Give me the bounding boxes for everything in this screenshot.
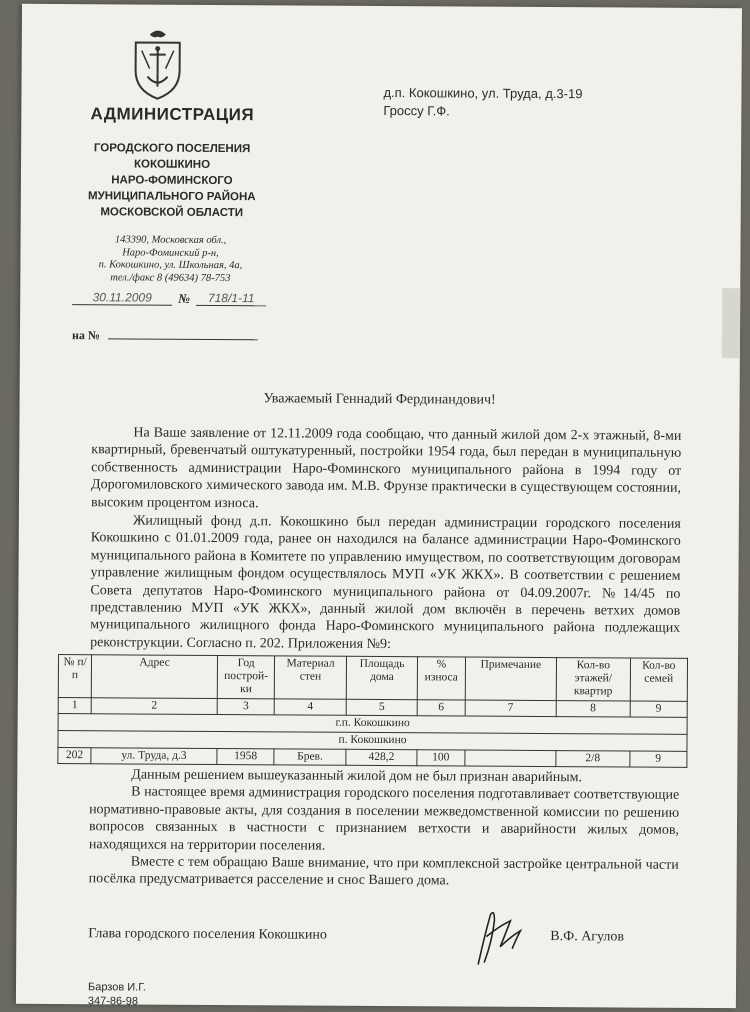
table-cell: 4 xyxy=(275,699,347,715)
paragraph-text: На Ваше заявление от 12.11.2009 года сообщаю, что данный жилой дом 2-х этажный, 8-ми квартирный, бревенчатый оштукатуренный, постройки 1954 года, был передан в муниципальную собственность администрации Наро-Фоминского муниципального района в 1994 году от Дорогомиловского химического завода им. М.В. Фрунзе практически в существующем состоянии, высоким процентом износа. xyxy=(91,424,682,515)
address-line: п. Кокошкино, ул. Школьная, 4а, xyxy=(60,259,280,273)
org-name xyxy=(61,140,283,221)
org-address xyxy=(60,234,280,285)
body-paragraph xyxy=(91,424,682,515)
table-cell: 1958 xyxy=(217,749,274,765)
executor-phone: 347-86-98 xyxy=(88,994,146,1008)
paragraph-text: Вместе с тем обращаю Ваше внимание, что при комплексной застройке центральной части посёлка предусматривается расселение и снос Вашего дома. xyxy=(89,853,679,891)
paragraph-text: Данным решением вышеуказанный жилой дом не был признан аварийным. xyxy=(89,766,679,787)
reference-number xyxy=(72,328,258,344)
address-line: тел./факс 8 (49634) 78-753 xyxy=(60,272,280,286)
table-section-cell: п. Кокошкино xyxy=(58,731,687,752)
recipient-block xyxy=(383,84,582,121)
table-cell: 6 xyxy=(417,700,464,716)
table-section-cell: г.п. Кокошкино xyxy=(58,714,687,735)
table-cell xyxy=(464,750,556,767)
housing-register-table xyxy=(57,654,688,768)
table-cell: 9 xyxy=(629,751,687,767)
address-line: 143390, Московская обл., xyxy=(61,234,281,248)
table-cell: 3 xyxy=(217,699,274,715)
table-header-cell: Кол-во семей xyxy=(630,658,688,701)
page-corner xyxy=(722,288,740,358)
table-cell: 2/8 xyxy=(556,751,630,767)
signatory-role: Глава городского поселения Кокошкино xyxy=(88,926,327,943)
table-header-cell: Год построй-ки xyxy=(217,656,275,699)
recipient-address: д.п. Кокошкино, ул. Труда, д.3-19 xyxy=(383,84,582,103)
executor-block xyxy=(88,980,146,1008)
org-title: АДМИНИСТРАЦИЯ xyxy=(77,104,267,125)
paragraph-text: В настоящее время администрация городского поселения подготавливает соответствующие нормативно-правовые акты, для создания в поселении межведомственной комиссии по решению вопросов связанных в частности с признанием ветхости и аварийности жилых домов, находящихся на территории поселения. xyxy=(89,784,679,857)
letter-page xyxy=(16,4,742,1008)
table-cell: 428,2 xyxy=(346,749,418,765)
address-line: Наро-Фоминский р-н, xyxy=(60,247,280,261)
table-header-cell: Площадь дома xyxy=(346,656,418,699)
table-header-cell: % износа xyxy=(418,657,466,700)
org-line: КОКОШКИНО xyxy=(61,156,283,173)
org-line: МОСКОВСКОЙ ОБЛАСТИ xyxy=(61,204,283,221)
table-header-row xyxy=(58,655,687,702)
body-paragraph xyxy=(89,766,680,891)
org-line: МУНИЦИПАЛЬНОГО РАЙОНА xyxy=(61,188,283,205)
number-sign: № xyxy=(178,291,190,307)
org-line: ГОРОДСКОГО ПОСЕЛЕНИЯ xyxy=(61,140,283,157)
table-header-cell: № п/п xyxy=(58,655,91,698)
table-cell: 100 xyxy=(417,750,464,766)
paragraph-text: Жилищный фонд д.п. Кокошкино был передан администрации городского поселения Кокошкино с 01.01.2009 года, ранее он находился на балансе администрации Наро-Фоминского муниципального района в Комитете по управлению имуществом, по соответствующим договорам управление жилищным фондом осуществлялось МУП «УК ЖКХ». В соответствии с решением Совета депутатов Наро-Фоминского муниципального района от 04.09.2007г. №14/45 по представлению МУП «УК ЖКХ», данный жилой дом включён в перечень ветхих домов муниципального жилищного фонда Наро-Фоминского муниципального района подлежащих реконструкции. Согласно п. 202. Приложения №9: xyxy=(90,512,681,655)
table-cell: 8 xyxy=(556,701,630,717)
outgoing-registration xyxy=(72,290,262,311)
table-row xyxy=(58,748,687,768)
executor-name: Барзов И.Г. xyxy=(88,980,146,994)
table-header-cell: Адрес xyxy=(91,655,217,699)
signatory-name: В.Ф. Агулов xyxy=(550,929,624,945)
outgoing-number: 718/1-11 xyxy=(196,291,266,306)
coat-of-arms-icon xyxy=(131,28,183,100)
recipient-name: Гроссу Г.Ф. xyxy=(383,102,582,121)
table-cell: 5 xyxy=(346,699,418,715)
table-cell: 1 xyxy=(58,698,91,714)
table-cell: Брев. xyxy=(274,749,346,765)
table-cell: 9 xyxy=(630,701,688,717)
table-cell: 202 xyxy=(58,748,91,764)
table-cell: 7 xyxy=(465,700,557,717)
table-cell: 2 xyxy=(91,698,217,715)
table-header-cell: Материал стен xyxy=(275,656,347,699)
table-header-cell: Кол-во этажей/ квартир xyxy=(556,658,630,701)
greeting: Уважаемый Геннадий Фердинандович! xyxy=(20,390,740,410)
reference-blank xyxy=(108,338,258,340)
reference-label: на № xyxy=(72,328,100,342)
org-line: НАРО-ФОМИНСКОГО xyxy=(61,172,283,189)
table-cell: ул. Труда, д.3 xyxy=(91,748,217,765)
table-header-cell: Примечание xyxy=(465,657,557,701)
outgoing-date: 30.11.2009 xyxy=(72,290,172,306)
handwritten-signature-icon xyxy=(464,907,534,969)
body-paragraph xyxy=(90,512,681,655)
